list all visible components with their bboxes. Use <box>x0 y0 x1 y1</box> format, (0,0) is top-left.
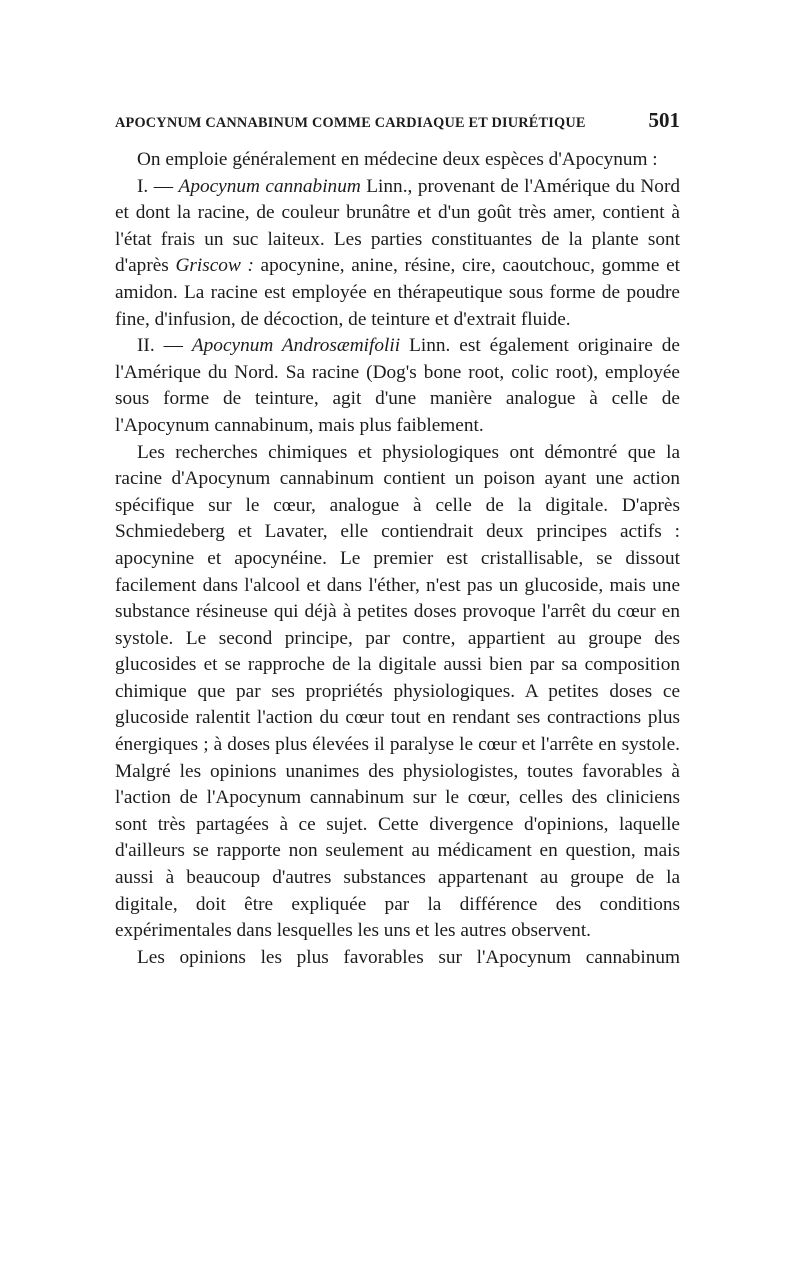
item-number: I. — <box>137 175 179 197</box>
paragraph-research: Les recherches chimiques et physiologiques ont démontré que la racine d'Apocynum cannabinum contient un poison ayant une action spécifique sur le cœur, analogue à celle de la digitale. D'après Schmiedeberg et Lavater, elle contiendrait deux principes actifs : apocynine et apocynéine. Le premier est cristallisable, se dissout facilement dans l'alcool et dans l'éther, n'est pas un glucoside, mais une substance résineuse qui déjà à petites doses provoque l'arrêt du cœur en systole. Le second principe, par contre, appartient au groupe des glucosides et se rapproche de la digitale aussi bien par sa composition chimique que par ses propriétés physiologiques. A petites doses ce glucoside ralentit l'action du cœur tout en rendant ses contractions plus énergiques ; à doses plus élevées il paralyse le cœur et l'arrête en systole. Malgré les opinions unanimes des physiologistes, toutes favorables à l'action de l'Apocynum cannabinum sur le cœur, celles des cliniciens sont très partagées à ce sujet. Cette divergence d'opinions, laquelle d'ailleurs se rapporte non seulement au médicament en question, mais aussi à beaucoup d'autres substances appartenant au groupe de la digitale, doit être expliquée par la différence des conditions expérimentales dans lesquelles les uns et les autres observent. <box>115 441 680 942</box>
species-name: Apocynum Androsæmifolii <box>191 335 401 357</box>
page-header <box>115 108 680 133</box>
item-number: II. — <box>137 335 192 357</box>
species-name: Apocynum cannabinum <box>178 175 361 197</box>
paragraph-species-one: I. — Apocynum cannabinum Linn., provenant de l'Amérique du Nord et dont la racine, de couleur brunâtre et d'un goût très amer, contient à l'état frais un suc laiteux. Les parties constituantes de la plante sont d'après Griscow : apocynine, anine, résine, cire, caoutchouc, gomme et amidon. La racine est employée en thérapeutique sous forme de poudre fine, d'infusion, de décoction, de teinture et d'extrait fluide. <box>115 175 680 330</box>
page-number: 501 <box>648 108 680 132</box>
paragraph-intro: On emploie généralement en médecine deux espèces d'Apocynum : <box>137 149 658 170</box>
running-title: APOCYNUM CANNABINUM COMME CARDIAQUE ET DIURÉTIQUE <box>115 115 586 131</box>
author-name: Griscow : <box>175 255 254 277</box>
paragraph-continued: Les opinions les plus favorables sur l'Apocynum cannabinum <box>137 946 680 968</box>
book-page <box>115 108 680 971</box>
body-text <box>115 147 680 971</box>
paragraph-species-two: II. — Apocynum Androsæmifolii Linn. est également originaire de l'Amérique du Nord. Sa racine (Dog's bone root, colic root), employée sous forme de teinture, agit d'une manière analogue à celle de l'Apocynum cannabinum, mais plus faiblement. <box>115 335 680 436</box>
